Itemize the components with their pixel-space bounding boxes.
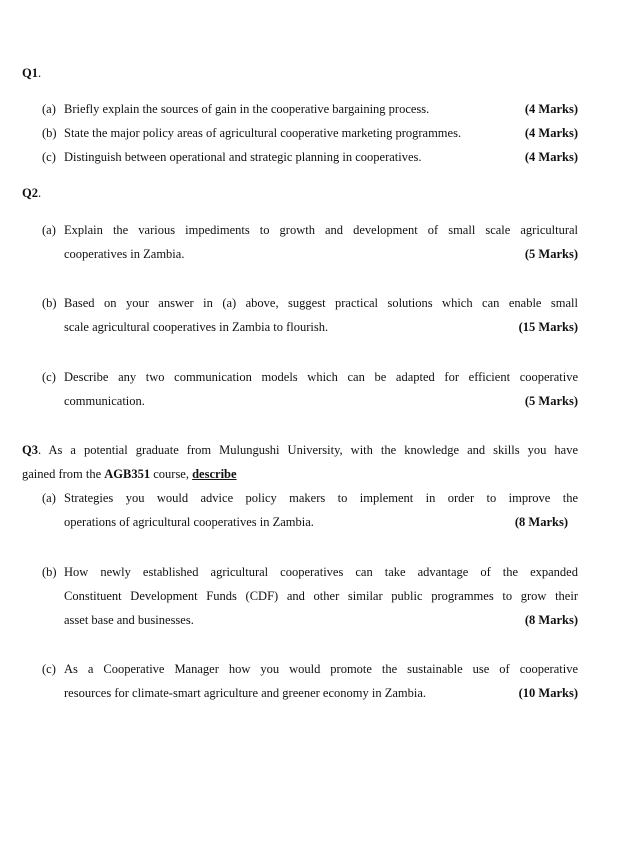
q2-item-a-line2: cooperatives in Zambia. — [64, 247, 185, 261]
q2-item-a-line1: Explain the various impediments to growth and development of small scale agricultural — [64, 223, 578, 237]
q2-heading-text: Q2 — [22, 186, 38, 200]
q2-item-a-marks: (5 Marks) — [524, 247, 578, 261]
q3-item-c — [42, 657, 578, 705]
q1-item-c — [42, 145, 578, 169]
q2-item-c-marks: (5 Marks) — [524, 394, 578, 408]
q1-item-a-label: (a) — [42, 102, 56, 116]
q3-item-a-line2: operations of agricultural cooperatives in Zambia. — [64, 515, 314, 529]
q3-heading: Q3 — [22, 443, 38, 457]
q3-intro-line1: . As a potential graduate from Mulungushi University, with the knowledge and skills you have — [37, 443, 578, 457]
q2-item-a — [42, 218, 578, 266]
q3-item-b-line2: Constituent Development Funds (CDF) and other similar public programmes to grow their — [64, 589, 578, 603]
q2-item-b-line2: scale agricultural cooperatives in Zambia to flourish. — [64, 320, 329, 334]
q2-item-a-label: (a) — [42, 223, 56, 237]
q3-item-b-line3: asset base and businesses. — [64, 613, 194, 627]
q3-item-c-line2: resources for climate-smart agriculture and greener economy in Zambia. — [64, 686, 426, 700]
q1-item-c-text: Distinguish between operational and strategic planning in cooperatives. — [64, 150, 422, 164]
q1-heading: Q1. — [22, 66, 42, 80]
q2-item-c-label: (c) — [42, 370, 56, 384]
q1-item-a — [42, 97, 578, 121]
q3-item-c-line1: As a Cooperative Manager how you would promote the sustainable use of cooperative — [64, 662, 578, 676]
q1-heading-text: Q1 — [22, 66, 38, 80]
q3-item-b-label: (b) — [42, 565, 57, 579]
q1-item-c-marks: (4 Marks) — [524, 150, 578, 164]
q2-item-b-label: (b) — [42, 296, 57, 310]
q3-item-a — [42, 486, 578, 534]
q3-intro-line2-mid: course, — [150, 467, 193, 481]
q1-item-a-marks: (4 Marks) — [524, 102, 578, 116]
q3-item-b — [42, 560, 578, 632]
q1-item-b — [42, 121, 578, 145]
q2-item-b-marks: (15 Marks) — [518, 320, 578, 334]
q2-item-c — [42, 365, 578, 413]
q3-item-c-marks: (10 Marks) — [518, 686, 578, 700]
q3-item-a-marks: (8 Marks) — [514, 515, 568, 529]
q3-intro — [22, 438, 578, 486]
q1-item-b-marks: (4 Marks) — [524, 126, 578, 140]
q1-item-c-label: (c) — [42, 150, 56, 164]
q3-intro-line2-start: gained from the — [22, 467, 105, 481]
q3-item-a-label: (a) — [42, 491, 56, 505]
q2-item-b — [42, 291, 578, 339]
q3-course-code: AGB351 — [104, 467, 151, 481]
q2-item-b-line1: Based on your answer in (a) above, suggest practical solutions which can enable small — [64, 296, 578, 310]
q3-item-b-marks: (8 Marks) — [524, 613, 578, 627]
q3-item-a-line1: Strategies you would advice policy makers to implement in order to improve the — [64, 491, 578, 505]
q1-item-a-text: Briefly explain the sources of gain in the cooperative bargaining process. — [64, 102, 430, 116]
q2-item-c-line2: communication. — [64, 394, 145, 408]
q2-heading: Q2. — [22, 186, 42, 200]
q1-item-b-label: (b) — [42, 126, 57, 140]
q3-instruction-keyword: describe — [192, 467, 237, 481]
q3-item-b-line1: How newly established agricultural cooperatives can take advantage of the expanded — [64, 565, 578, 579]
q2-item-c-line1: Describe any two communication models which can be adapted for efficient cooperative — [64, 370, 578, 384]
q1-item-b-text: State the major policy areas of agricultural cooperative marketing programmes. — [64, 126, 462, 140]
q3-item-c-label: (c) — [42, 662, 56, 676]
